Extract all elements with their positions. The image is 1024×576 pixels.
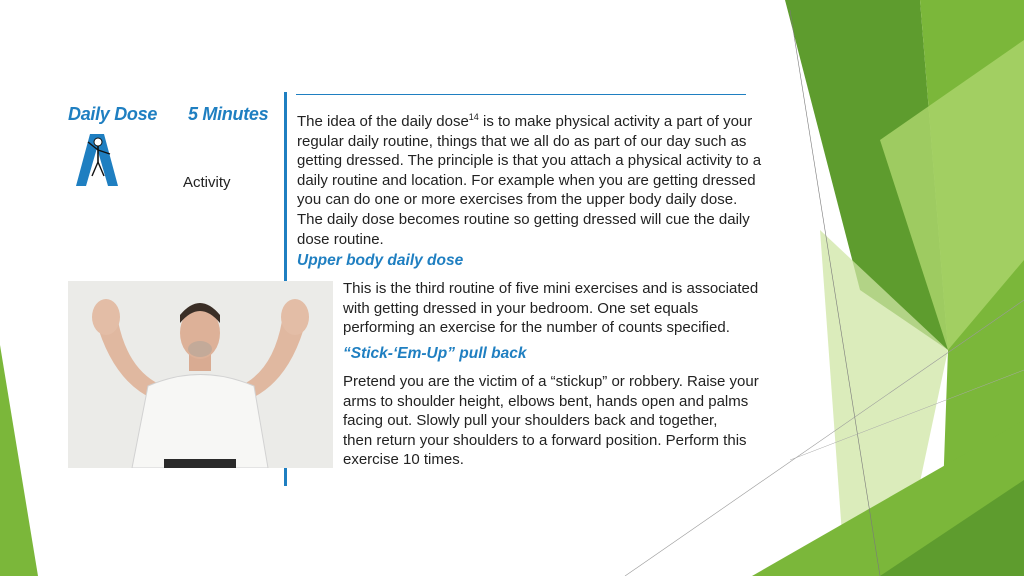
section-line: performing an exercise for the number of counts specified.: [343, 319, 730, 337]
exercise-paragraph: [343, 372, 759, 470]
intro-line: regular daily routine, things that we all do as part of our day such as: [297, 132, 747, 150]
daily-dose-title: Daily Dose: [68, 104, 158, 124]
intro-line: dose routine.: [297, 230, 384, 248]
man-arms-raised-illustration: [68, 281, 333, 468]
section-heading: Upper body daily dose: [297, 252, 464, 269]
intro-line: getting dressed. The principle is that you attach a physical activity to a: [297, 152, 762, 170]
exercise-photo: [68, 281, 333, 468]
footnote-ref: 14: [468, 112, 479, 122]
intro-paragraph: [297, 108, 761, 249]
duration-label: 5 Minutes: [188, 104, 269, 124]
intro-line: The idea of the daily dose$^{14}$ is to make physical activity a part of your: [297, 112, 753, 130]
section-line: This is the third routine of five mini exercises and is associated: [343, 280, 759, 297]
activity-label: Activity: [183, 174, 231, 191]
header-rule: [296, 94, 746, 95]
section-line: with getting dressed in your bedroom. One set equals: [343, 299, 699, 317]
section-paragraph: [343, 279, 758, 338]
exercise-line: then return your shoulders to a forward position. Perform this: [343, 431, 747, 449]
exercise-line: exercise 10 times.: [343, 451, 464, 469]
person-icon: [74, 132, 120, 188]
exercise-line: facing out. Slowly pull your shoulders back and together,: [343, 412, 718, 430]
exercise-heading: “Stick-‘Em-Up” pull back: [343, 345, 527, 362]
intro-line: daily routine and location. For example when you are getting dressed: [297, 171, 756, 189]
exercise-line: Pretend you are the victim of a “stickup” or robbery. Raise your: [343, 373, 759, 390]
left-green-sliver: [0, 345, 38, 576]
exercise-line: arms to shoulder height, elbows bent, hands open and palms: [343, 392, 749, 410]
intro-line: you can do one or more exercises from the upper body daily dose.: [297, 191, 738, 209]
intro-line: The daily dose becomes routine so getting dressed will cue the daily: [297, 210, 750, 228]
